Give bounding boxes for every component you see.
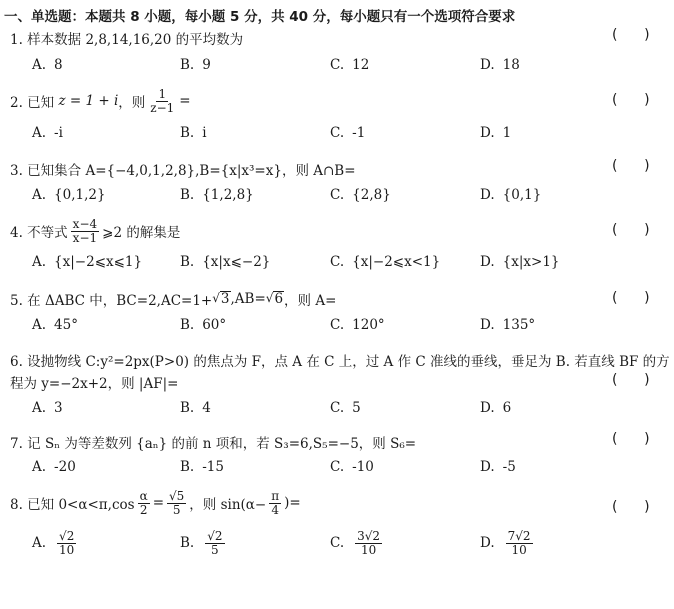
- answer-blank-8: ( ): [612, 499, 650, 515]
- q2-option-a: A. -i: [32, 125, 63, 141]
- q3-option-c: C. {2,8}: [330, 187, 391, 203]
- q6-option-a: A. 3: [32, 400, 63, 416]
- q7-option-a: A. -20: [32, 459, 76, 475]
- question-3: 3. 已知集合 A={−4,0,1,2,8},B={x|x³=x}，则 A∩B=: [10, 163, 356, 179]
- q4-option-b: B. {x|x⩽−2}: [180, 254, 271, 270]
- q8-option-d: D. $\frac{7√2}{10}$: [480, 529, 531, 557]
- q7-option-d: D. -5: [480, 459, 516, 475]
- q1-option-c: C. 12: [330, 57, 370, 73]
- fraction: $\frac{\pi}{4}$: [271, 489, 280, 517]
- q5-option-a: A. 45°: [32, 317, 78, 333]
- question-8: 8. 已知 0<α<π,cos $\frac{\alpha}{2}$ = $\frac{√5}{5}$ ，则 sin(α− $\frac{\pi}{4}$ )=: [10, 489, 301, 517]
- q4-option-d: D. {x|x>1}: [480, 254, 560, 270]
- q4-option-a: A. {x|−2⩽x⩽1}: [32, 254, 143, 270]
- question-2: 2. 已知 z = 1 + i ，则 $\frac{1}{z-1}$ =: [10, 87, 191, 115]
- question-4: 4. 不等式 $\frac{x-4}{x-1}$ ⩾2 的解集是: [10, 217, 181, 245]
- q3-option-b: B. {1,2,8}: [180, 187, 254, 203]
- answer-blank-4: ( ): [612, 222, 650, 238]
- answer-blank-1: ( ): [612, 27, 650, 43]
- q6-option-d: D. 6: [480, 400, 512, 416]
- q4-option-c: C. {x|−2⩽x<1}: [330, 254, 441, 270]
- q5-option-c: C. 120°: [330, 317, 385, 333]
- q3-option-a: A. {0,1,2}: [32, 187, 106, 203]
- q8-option-b: B. $\frac{√2}{5}$: [180, 529, 223, 557]
- fraction: $\frac{1}{z-1}$: [150, 87, 175, 115]
- q1-option-b: B. 9: [180, 57, 211, 73]
- question-6-line-2: 程为 y=−2x+2，则 |AF|=: [10, 376, 179, 392]
- fraction: $\frac{x-4}{x-1}$: [72, 217, 98, 245]
- q2-option-d: D. 1: [480, 125, 512, 141]
- q5-option-b: B. 60°: [180, 317, 227, 333]
- q2-option-b: B. i: [180, 125, 207, 141]
- question-7: 7. 记 Sₙ 为等差数列 {aₙ} 的前 n 项和，若 S₃=6,S₅=−5，则 S₆=: [10, 436, 417, 452]
- q6-option-c: C. 5: [330, 400, 361, 416]
- answer-blank-5: ( ): [612, 290, 650, 306]
- q8-option-a: A. $\frac{√2}{10}$: [32, 529, 75, 557]
- q1-option-a: A. 8: [32, 57, 63, 73]
- q8-option-c: C. $\frac{3√2}{10}$: [330, 529, 381, 557]
- answer-blank-6: ( ): [612, 372, 650, 388]
- question-5: 5. 在 ΔABC 中，BC=2,AC=1+ √ 3 ,AB= √ 6 ，则 A=: [10, 291, 337, 309]
- q5-option-d: D. 135°: [480, 317, 536, 333]
- section-header: 一、单选题：本题共 8 小题，每小题 5 分，共 40 分，每小题只有一个选项符合要求: [4, 9, 516, 25]
- q1-option-d: D. 18: [480, 57, 520, 73]
- q2-option-c: C. -1: [330, 125, 366, 141]
- question-1: 1. 样本数据 2,8,14,16,20 的平均数为: [10, 32, 244, 48]
- q7-option-c: C. -10: [330, 459, 374, 475]
- fraction: $\frac{\alpha}{2}$: [139, 489, 148, 517]
- answer-blank-7: ( ): [612, 431, 650, 447]
- square-root: √ 3: [212, 291, 230, 308]
- q7-option-b: B. -15: [180, 459, 224, 475]
- question-6-line-1: 6. 设抛物线 C:y²=2px(P>0) 的焦点为 F，点 A 在 C 上，过 A 作 C 准线的垂线，垂足为 B. 若直线 BF 的方: [10, 354, 670, 370]
- answer-blank-3: ( ): [612, 158, 650, 174]
- fraction: $\frac{√5}{5}$: [169, 489, 185, 517]
- q3-option-d: D. {0,1}: [480, 187, 542, 203]
- q6-option-b: B. 4: [180, 400, 211, 416]
- square-root: √ 6: [265, 291, 284, 308]
- answer-blank-2: ( ): [612, 92, 650, 108]
